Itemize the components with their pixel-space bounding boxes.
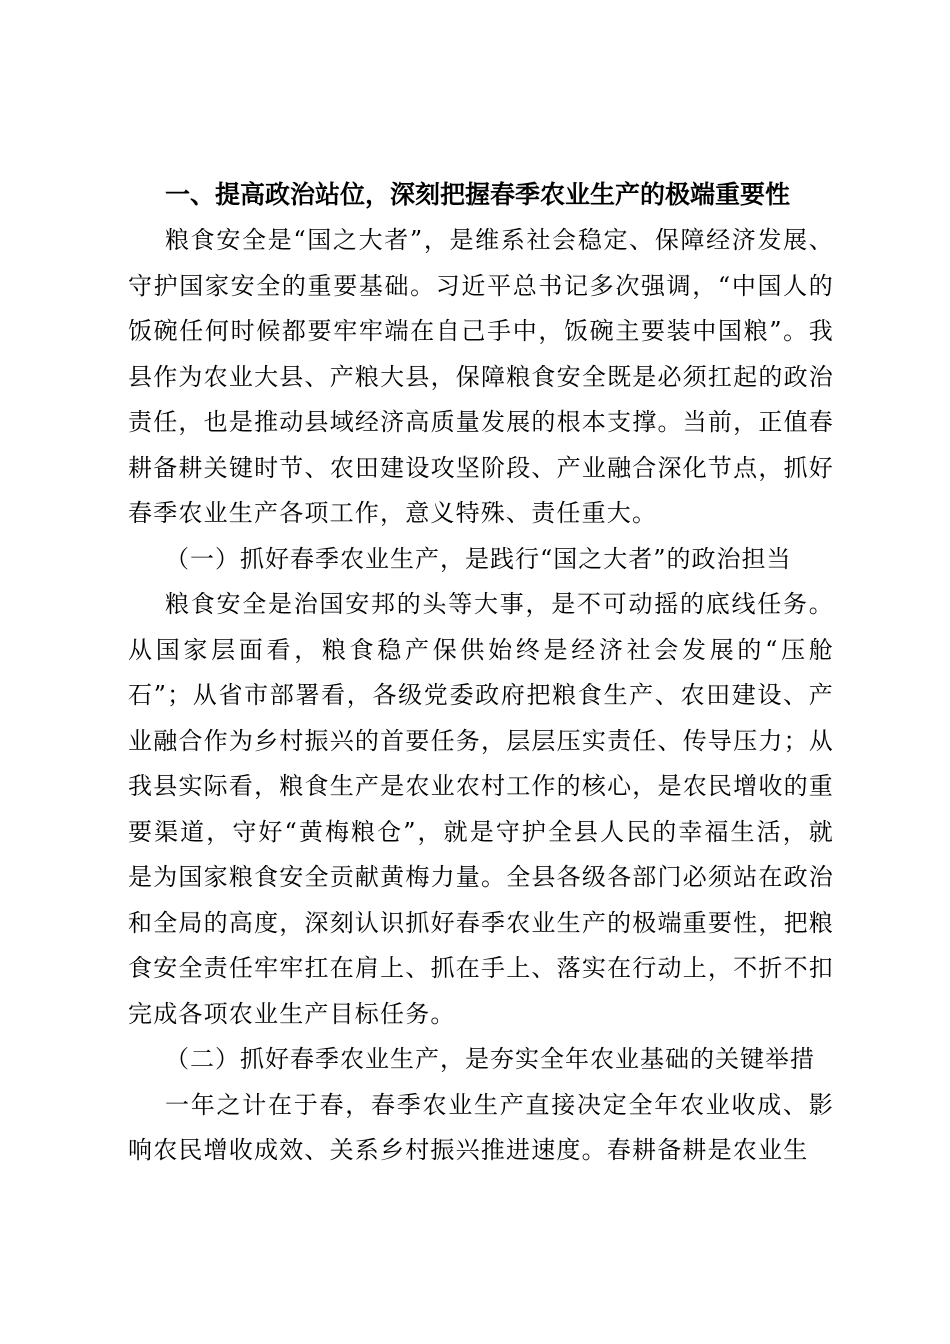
subsection-1-paragraph: 粮食安全是治国安邦的头等大事，是不可动摇的底线任务。从国家层面看，粮食稳产保供始终是经济社会发展的“压舱石”；从省市部署看，各级党委政府把粮食生产、农田建设、产业融合作为乡村振兴的首要任务，层层压实责任、传导压力；从我县实际看，粮食生产是农业农村工作的核心，是农民增收的重要渠道，守好“黄梅粮仓”，就是守护全县人民的幸福生活，就是为国家粮食安全贡献黄梅力量。全县各级各部门必须站在政治和全局的高度，深刻认识抓好春季农业生产的极端重要性，把粮食安全责任牢牢扛在肩上、抓在手上、落实在行动上，不折不扣完成各项农业生产目标任务。 xyxy=(128,590,834,1028)
document-body xyxy=(128,172,834,1174)
subsection-2-paragraph: 一年之计在于春，春季农业生产直接决定全年农业收成、影响农民增收成效、关系乡村振兴推进速度。春耕备耕是农业生 xyxy=(128,1090,834,1164)
section-intro-paragraph: 粮食安全是“国之大者”，是维系社会稳定、保障经济发展、守护国家安全的重要基础。习近平总书记多次强调，“中国人的饭碗任何时候都要牢牢端在自己手中，饭碗主要装中国粮”。我县作为农业大县、产粮大县，保障粮食安全既是必须扛起的政治责任，也是推动县域经济高质量发展的根本支撑。当前，正值春耕备耕关键时节、农田建设攻坚阶段、产业融合深化节点，抓好春季农业生产各项工作，意义特殊、责任重大。 xyxy=(128,226,834,527)
section-heading: 一、提高政治站位，深刻把握春季农业生产的极端重要性 xyxy=(165,180,791,209)
subsection-1-heading: （一）抓好春季农业生产，是践行“国之大者”的政治担当 xyxy=(165,544,792,573)
subsection-2-heading: （二）抓好春季农业生产，是夯实全年农业基础的关键举措 xyxy=(165,1045,815,1073)
